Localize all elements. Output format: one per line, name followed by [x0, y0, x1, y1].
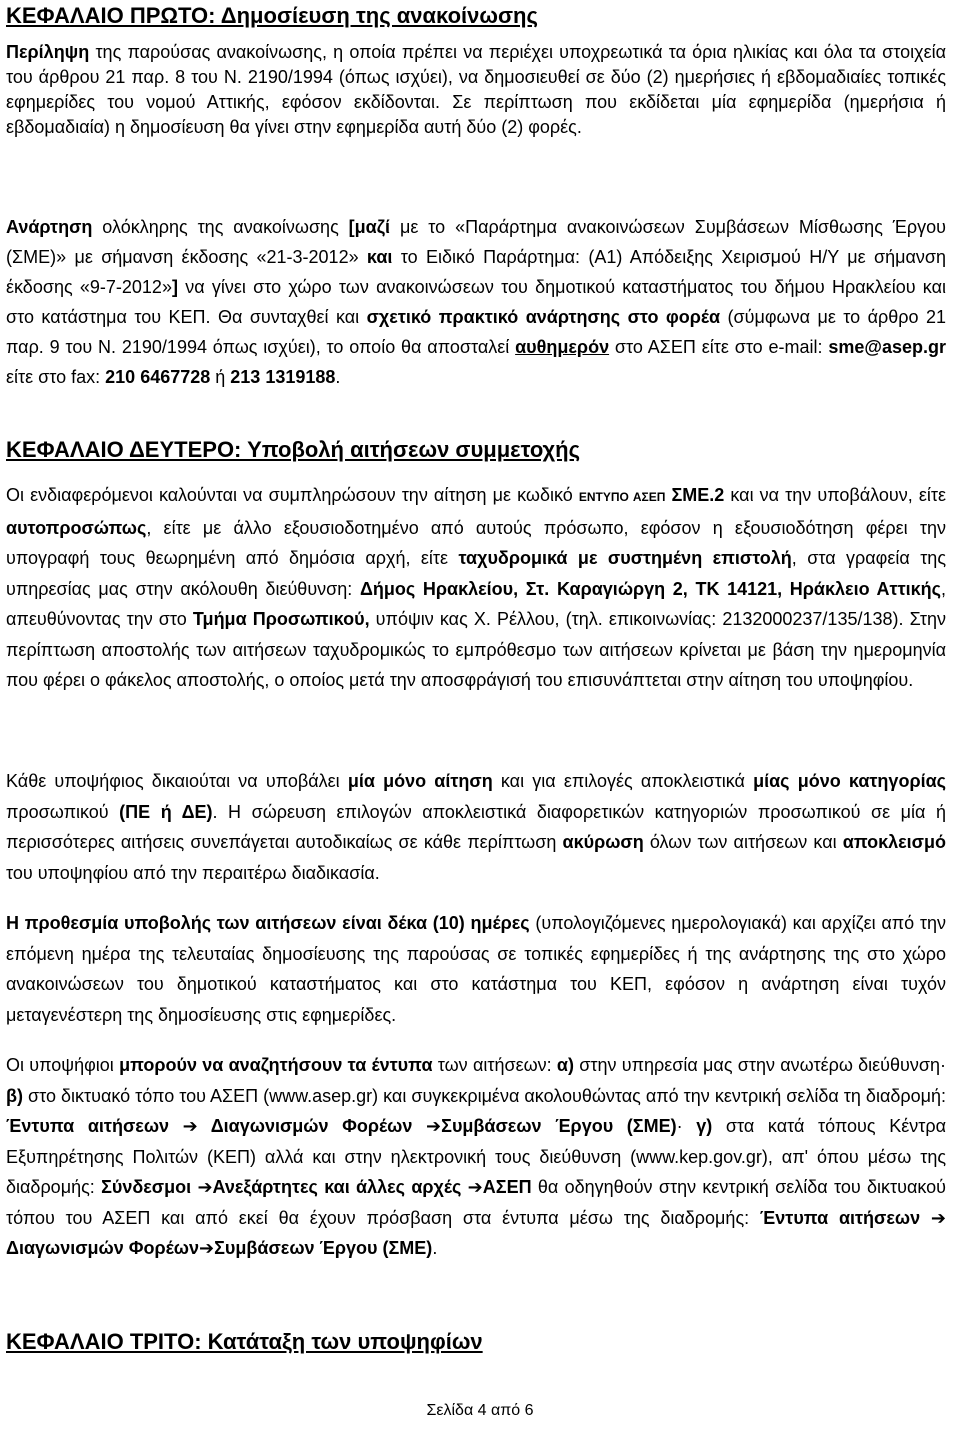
arrow-right-icon: ➔ — [191, 1177, 213, 1197]
paragraph-summary-publication: Περίληψη της παρούσας ανακοίνωσης, η οποία πρέπει να περιέχει υποχρεωτικά τα όρια ηλικίας και όλα τα στοιχεία του άρθρου 21 παρ. 8 του Ν. 2190/1994 (όπως ισχύει), να δημοσιευθεί σε δύο (2) ημερήσιες ή εβδομαδιαίες τοπικές εφημερίδες του νομού Αττικής, εφόσον εκδίδονται. Σε περίπτωση που εκδίδεται μία εφημερίδα (ημερήσια ή εβδομαδιαία) η δημοσίευση θα γίνει στην εφημερίδα αυτή δύο (2) φορές. — [6, 42, 952, 137]
arrow-right-icon: ➔ — [461, 1177, 483, 1197]
paragraph-posting: Ανάρτηση ολόκληρης της ανακοίνωσης [μαζί με το «Παράρτημα ανακοινώσεων Συμβάσεων Μίσθωσης Έργου (ΣΜΕ)» με σήμανση έκδοσης «21-3-2012» και το Ειδικό Παράρτημα: (Α1) Απόδειξης Χειρισμού Η/Υ με σήμανση έκδοσης «9-7-2012»] να γίνει στο χώρο των ανακοινώσεων του δημοτικού καταστήματος του δήμου Ηρακλείου και στο κατάστημα του ΚΕΠ. Θα συνταχθεί και σχετικό πρακτικό ανάρτησης στο φορέα (σύμφωνα με το άρθρο 21 παρ. 9 του Ν. 2190/1994 όπως ισχύει), το οποίο θα αποσταλεί αυθημερόν στο ΑΣΕΠ είτε στο e-mail: sme@asep.gr είτε στο fax: 210 6467728 ή 213 1319188. — [6, 217, 952, 387]
chapter1-heading: ΚΕΦΑΛΑΙΟ ΠΡΩΤΟ: Δημοσίευση της ανακοίνωσης — [6, 3, 538, 28]
arrow-right-icon: ➔ — [199, 1238, 215, 1258]
arrow-right-icon: ➔ — [169, 1116, 211, 1136]
arrow-right-icon: ➔ — [920, 1207, 951, 1228]
arrow-right-icon: ➔ — [412, 1116, 442, 1136]
paragraph-forms-access: Οι υποψήφιοι μπορούν να αναζητήσουν τα έντυπα των αιτήσεων: α) στην υπηρεσία μας στην ανωτέρω διεύθυνση· β) στο δικτυακό τόπο του ΑΣΕΠ (www.asep.gr) και συγκεκριμένα ακολουθώντας από την κεντρική σελίδα τη διαδρομή: Έντυπα αιτήσεων ➔ Διαγωνισμών Φορέων ➔Συμβάσεων Έργου (ΣΜΕ)· γ) στα κατά τόπους Κέντρα Εξυπηρέτησης Πολιτών (ΚΕΠ) αλλά και στην ηλεκτρονική τους διεύθυνση (www.kep.gov.gr), απ' όπου μέσω της διαδρομής: Σύνδεσμοι ➔Ανεξάρτητες και άλλες αρχές ➔ΑΣΕΠ θα οδηγηθούν στην κεντρική σελίδα του δικτυακού τόπου του ΑΣΕΠ και από εκεί θα έχουν πρόσβαση στα έντυπα μέσω της διαδρομής: Έντυπα αιτήσεων ➔ Διαγωνισμών Φορέων➔Συμβάσεων Έργου (ΣΜΕ). — [6, 1055, 952, 1258]
chapter2-heading: ΚΕΦΑΛΑΙΟ ΔΕΥΤΕΡΟ: Υποβολή αιτήσεων συμμετοχής — [6, 437, 581, 462]
paragraph-application-submission: Οι ενδιαφερόμενοι καλούνται να συμπληρώσουν την αίτηση με κωδικό ΕΝΤΥΠΟ ΑΣΕΠ ΣΜΕ.2 και να την υποβάλουν, είτε αυτοπροσώπως, είτε με άλλο εξουσιοδοτημένο από αυτούς πρόσωπο, εφόσον η εξουσιοδότηση φέρει την υπογραφή τους θεωρημένη από δημόσια αρχή, είτε ταχυδρομικά με συστημένη επιστολή, στα γραφεία της υπηρεσίας μας στην ακόλουθη διεύθυνση: Δήμος Ηρακλείου, Στ. Καραγιώργη 2, ΤΚ 14121, Ηράκλειο Αττικής, απευθύνοντας την στο Τμήμα Προσωπικού, υπόψιν κας Χ. Ρέλλου, (τηλ. επικοινωνίας: 2132000237/135/138). Στην περίπτωση αποστολής των αιτήσεων ταχυδρομικώς το εμπρόθεσμο των αιτήσεων κρίνεται με βάση την ημερομηνία που φέρει ο φάκελος αποστολής, ο οποίος μετά την αποσφράγισή του επισυνάπτεται στην αίτηση του υποψηφίου. — [6, 485, 952, 690]
paragraph-single-application: Κάθε υποψήφιος δικαιούται να υποβάλει μία μόνο αίτηση και για επιλογές αποκλειστικά μίας μόνο κατηγορίας προσωπικού (ΠΕ ή ΔΕ). Η σώρευση επιλογών αποκλειστικά διαφορετικών κατηγοριών προσωπικού σε μία ή περισσότερες αιτήσεις συνεπάγεται αυτοδικαίως σε κάθε περίπτωση ακύρωση όλων των αιτήσεων και αποκλεισμό του υποψηφίου από την περαιτέρω διαδικασία. — [6, 771, 952, 883]
chapter3-heading: ΚΕΦΑΛΑΙΟ ΤΡΙΤΟ: Κατάταξη των υποψηφίων — [6, 1329, 483, 1354]
paragraph-deadline: Η προθεσμία υποβολής των αιτήσεων είναι δέκα (10) ημέρες (υπολογιζόμενες ημερολογιακά) και αρχίζει από την επόμενη ημέρα της τελευταίας δημοσίευσης της παρούσας σε τοπικές εφημερίδες ή της ανάρτησης της στο χώρο ανακοινώσεων του δημοτικού καταστήματος και στο κατάστημα του ΚΕΠ, εφόσον η ανάρτηση είναι τυχόν μεταγενέστερη της δημοσίευσης στις εφημερίδες. — [6, 913, 952, 1025]
page-number: Σελίδα 4 από 6 — [426, 1402, 534, 1419]
